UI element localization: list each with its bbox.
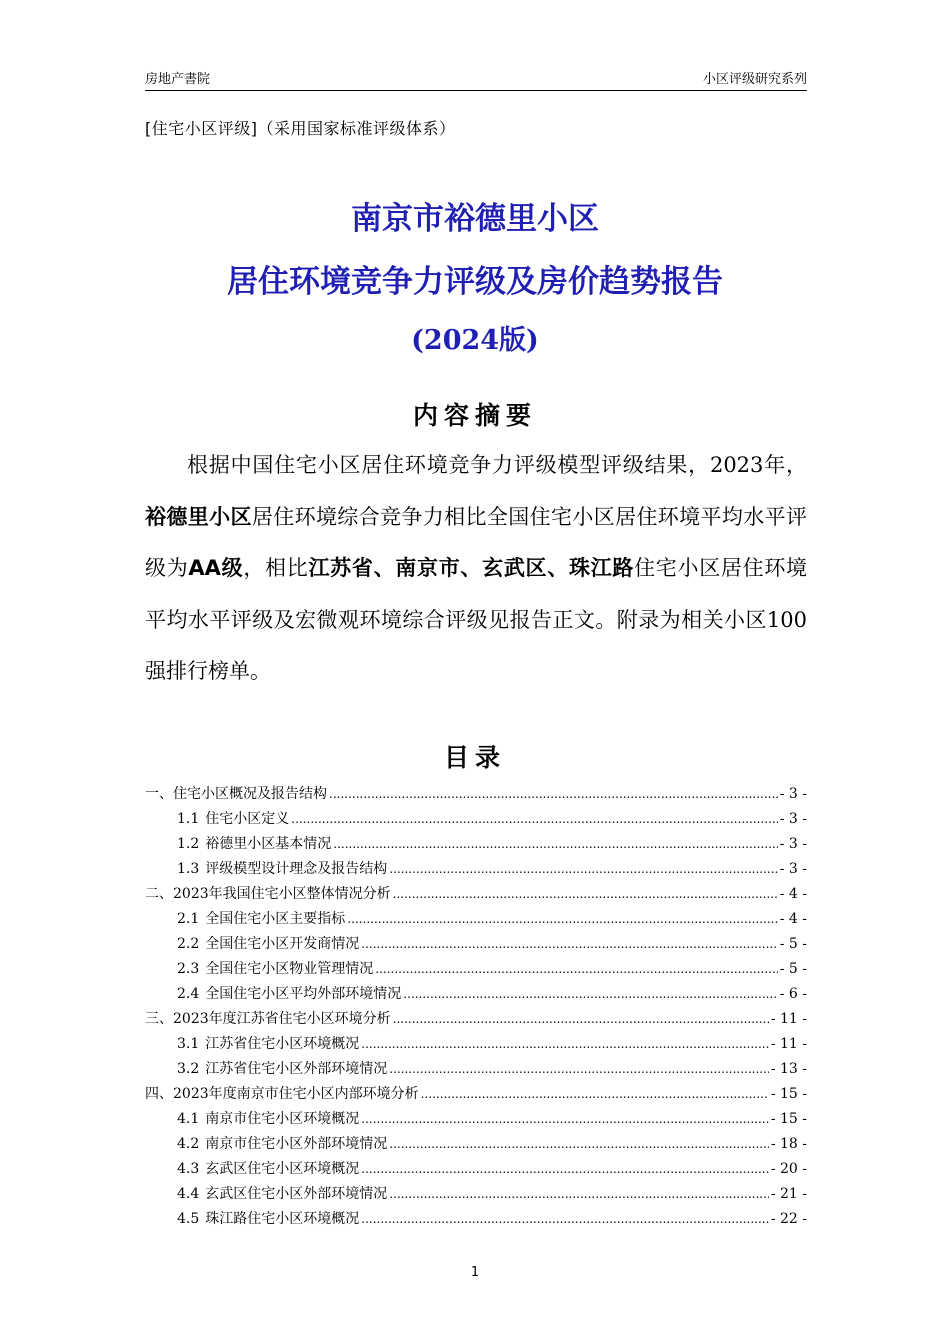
toc-entry-label: 全国住宅小区物业管理情况 xyxy=(205,961,374,977)
toc-entry-number: 4.3 xyxy=(177,1161,200,1177)
toc-entry-number: 2.4 xyxy=(177,986,200,1002)
toc-heading: 目录 xyxy=(443,743,506,772)
toc-entry-page: - 4 - xyxy=(779,886,807,902)
report-edition: (2024版) xyxy=(411,325,539,356)
toc-entry-label: 裕德里小区基本情况 xyxy=(205,836,332,852)
toc-entry[interactable] xyxy=(145,1032,807,1057)
toc-dot-leader xyxy=(403,982,777,1007)
toc-dot-leader xyxy=(361,1157,769,1182)
abstract-rating: AA级 xyxy=(188,556,244,580)
toc-entry[interactable] xyxy=(145,1207,807,1232)
abstract-text-1: 根据中国住宅小区居住环境竞争力评级模型评级结果，2023年， xyxy=(187,453,807,477)
toc-entry[interactable] xyxy=(145,1182,807,1207)
toc-entry[interactable] xyxy=(145,982,807,1007)
toc-entry-label: 全国住宅小区平均外部环境情况 xyxy=(205,986,402,1002)
toc-entry[interactable] xyxy=(145,882,807,907)
report-category: [住宅小区评级]（采用国家标准评级体系） xyxy=(145,119,456,138)
toc-dot-leader xyxy=(389,857,777,882)
toc-dot-leader xyxy=(393,882,778,907)
toc-entry[interactable] xyxy=(145,907,807,932)
toc-entry-label: 玄武区住宅小区环境概况 xyxy=(205,1161,360,1177)
abstract-text-3: ，相比 xyxy=(243,556,309,580)
toc-entry[interactable] xyxy=(145,1057,807,1082)
toc-entry-page: - 5 - xyxy=(779,961,807,977)
toc-entry[interactable] xyxy=(145,1132,807,1157)
toc-entry-label: 全国住宅小区主要指标 xyxy=(205,911,346,927)
toc-entry-page: - 11 - xyxy=(770,1036,807,1052)
toc-dot-leader xyxy=(375,957,777,982)
toc-dot-leader xyxy=(389,1182,769,1207)
toc-entry-page: - 15 - xyxy=(770,1111,807,1127)
abstract-paragraph xyxy=(145,440,807,698)
toc-entry[interactable] xyxy=(145,807,807,832)
toc-dot-leader xyxy=(361,932,777,957)
toc-entry-number: 4.5 xyxy=(177,1211,200,1227)
toc-entry-number: 4.2 xyxy=(177,1136,200,1152)
header-series: 小区评级研究系列 xyxy=(702,72,807,87)
toc-entry-label: 江苏省住宅小区外部环境情况 xyxy=(205,1061,388,1077)
toc-dot-leader xyxy=(361,1207,769,1232)
toc-entry-number: 3.2 xyxy=(177,1061,200,1077)
toc-dot-leader xyxy=(329,782,778,807)
toc-entry-page: - 18 - xyxy=(770,1136,807,1152)
toc-entry-page: - 3 - xyxy=(779,811,807,827)
abstract-regions: 江苏省、南京市、玄武区、珠江路 xyxy=(308,556,635,580)
toc-dot-leader xyxy=(347,907,777,932)
header-publisher: 房地产書院 xyxy=(145,72,211,87)
toc-entry-label: 三、2023年度江苏省住宅小区环境分析 xyxy=(145,1011,391,1027)
toc-entry-number: 1.3 xyxy=(177,861,200,877)
abstract-text-2: 居住环境综合竞争力相比全国住宅小区居住环境平均水平评级为 xyxy=(145,504,808,580)
toc-entry[interactable] xyxy=(145,1082,807,1107)
toc-dot-leader xyxy=(291,807,777,832)
table-of-contents xyxy=(145,782,807,1232)
toc-entry-page: - 20 - xyxy=(770,1161,807,1177)
toc-entry[interactable] xyxy=(145,782,807,807)
toc-entry-number: 2.2 xyxy=(177,936,200,952)
toc-entry-page: - 13 - xyxy=(770,1061,807,1077)
toc-entry[interactable] xyxy=(145,957,807,982)
toc-dot-leader xyxy=(393,1007,769,1032)
toc-entry-page: - 3 - xyxy=(779,786,807,802)
toc-entry-page: - 22 - xyxy=(770,1211,807,1227)
toc-entry[interactable] xyxy=(145,832,807,857)
toc-dot-leader xyxy=(361,1107,769,1132)
toc-entry[interactable] xyxy=(145,1157,807,1182)
page-header xyxy=(145,68,807,91)
toc-entry-number: 4.4 xyxy=(177,1186,200,1202)
abstract-community-name: 裕德里小区 xyxy=(145,504,252,529)
toc-entry[interactable] xyxy=(145,857,807,882)
toc-entry-number: 2.3 xyxy=(177,961,200,977)
toc-entry[interactable] xyxy=(145,932,807,957)
toc-entry-label: 二、2023年我国住宅小区整体情况分析 xyxy=(145,886,391,902)
toc-entry-page: - 15 - xyxy=(770,1086,807,1102)
toc-entry-number: 1.1 xyxy=(177,811,200,827)
toc-entry-label: 全国住宅小区开发商情况 xyxy=(205,936,360,952)
page-number: 1 xyxy=(470,1265,480,1280)
toc-entry-number: 4.1 xyxy=(177,1111,200,1127)
toc-entry-page: - 5 - xyxy=(779,936,807,952)
toc-entry-page: - 11 - xyxy=(770,1011,807,1027)
toc-entry-label: 江苏省住宅小区环境概况 xyxy=(205,1036,360,1052)
toc-entry-label: 评级模型设计理念及报告结构 xyxy=(205,861,388,877)
toc-dot-leader xyxy=(333,832,777,857)
toc-entry-number: 1.2 xyxy=(177,836,200,852)
toc-dot-leader xyxy=(389,1132,769,1157)
toc-dot-leader xyxy=(421,1082,769,1107)
abstract-text-4: 住宅小区居住环境平均水平评级及宏微观环境综合评级见报告正文。附录为相关小区100强排行榜单。 xyxy=(145,556,808,683)
toc-entry[interactable] xyxy=(145,1107,807,1132)
toc-entry-page: - 21 - xyxy=(770,1186,807,1202)
abstract-body xyxy=(145,440,807,698)
toc-entry-number: 3.1 xyxy=(177,1036,200,1052)
toc-entry-label: 四、2023年度南京市住宅小区内部环境分析 xyxy=(145,1086,419,1102)
toc-entry-label: 南京市住宅小区环境概况 xyxy=(205,1111,360,1127)
toc-entry-label: 南京市住宅小区外部环境情况 xyxy=(205,1136,388,1152)
toc-entry-label: 玄武区住宅小区外部环境情况 xyxy=(205,1186,388,1202)
toc-entry-page: - 4 - xyxy=(779,911,807,927)
toc-entry-label: 珠江路住宅小区环境概况 xyxy=(205,1211,360,1227)
abstract-heading: 内容摘要 xyxy=(412,401,537,430)
toc-entry-page: - 3 - xyxy=(779,836,807,852)
toc-dot-leader xyxy=(389,1057,769,1082)
toc-entry[interactable] xyxy=(145,1007,807,1032)
toc-entry-label: 住宅小区定义 xyxy=(205,811,290,827)
toc-entry-label: 一、住宅小区概况及报告结构 xyxy=(145,786,327,802)
toc-entry-page: - 3 - xyxy=(779,861,807,877)
toc-entry-page: - 6 - xyxy=(779,986,807,1002)
toc-dot-leader xyxy=(361,1032,769,1057)
toc-entry-number: 2.1 xyxy=(177,911,200,927)
report-title-line-2: 居住环境竞争力评级及房价趋势报告 xyxy=(227,264,723,300)
report-title-line-1: 南京市裕德里小区 xyxy=(351,201,599,237)
